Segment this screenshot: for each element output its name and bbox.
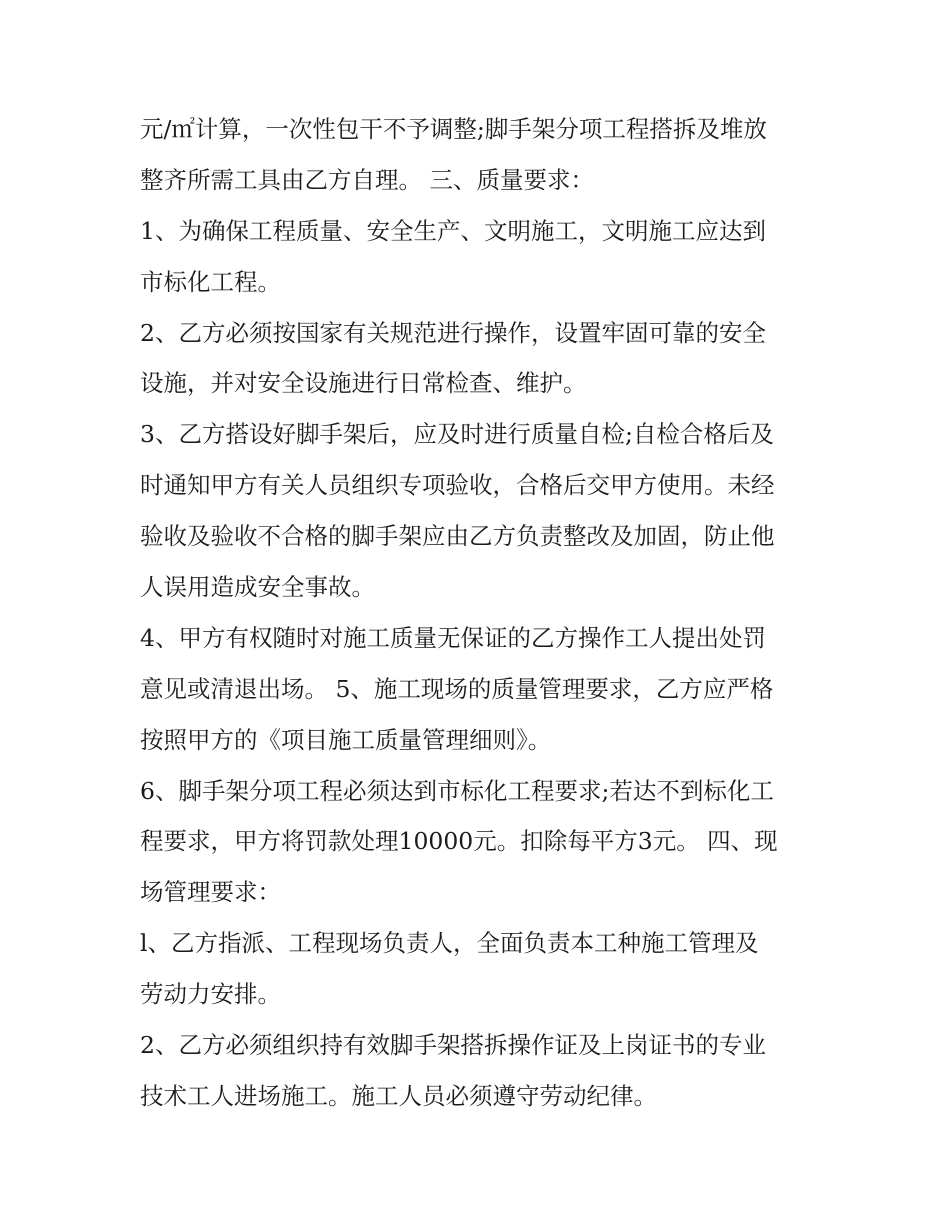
text-line: 技术工人进场施工。施工人员必须遵守劳动纪律。 bbox=[140, 1081, 657, 1110]
text-line: 验收及验收不合格的脚手架应由乙方负责整改及加固，防止他 bbox=[140, 522, 775, 551]
text-line: 市标化工程。 bbox=[140, 267, 281, 296]
text-line: 元/㎡计算，一次性包干不予调整;脚手架分项工程搭拆及堆放 bbox=[140, 115, 767, 143]
text-line: 2、乙方必须按国家有关规范进行操作，设置牢固可靠的安全 bbox=[140, 318, 766, 347]
text-line: 2、乙方必须组织持有效脚手架搭拆操作证及上岗证书的专业 bbox=[140, 1031, 766, 1060]
text-line: 人误用造成安全事故。 bbox=[140, 573, 375, 602]
text-line: 3、乙方搭设好脚手架后，应及时进行质量自检;自检合格后及 bbox=[140, 420, 774, 449]
text-line: 设施，并对安全设施进行日常检查、维护。 bbox=[140, 369, 587, 398]
text-line: 4、甲方有权随时对施工质量无保证的乙方操作工人提出处罚 bbox=[140, 623, 766, 652]
text-line: 按照甲方的《项目施工质量管理细则》。 bbox=[140, 725, 552, 754]
text-line: 意见或清退出场。 5、施工现场的质量管理要求，乙方应严格 bbox=[140, 674, 774, 703]
text-line: 时通知甲方有关人员组织专项验收，合格后交甲方使用。未经 bbox=[140, 471, 775, 500]
text-line: 6、脚手架分项工程必须达到市标化工程要求;若达不到标化工 bbox=[140, 776, 774, 805]
text-line: 程要求，甲方将罚款处理10000元。扣除每平方3元。 四、现 bbox=[140, 827, 778, 856]
text-line: l、乙方指派、工程现场负责人，全面负责本工种施工管理及 bbox=[140, 929, 759, 958]
text-line: 1、为确保工程质量、安全生产、文明施工，文明施工应达到 bbox=[140, 216, 766, 245]
document-body bbox=[140, 104, 816, 1122]
text-line: 整齐所需工具由乙方自理。 三、质量要求： bbox=[140, 165, 594, 194]
text-line: 劳动力安排。 bbox=[140, 980, 281, 1009]
text-line: 场管理要求： bbox=[140, 878, 281, 907]
